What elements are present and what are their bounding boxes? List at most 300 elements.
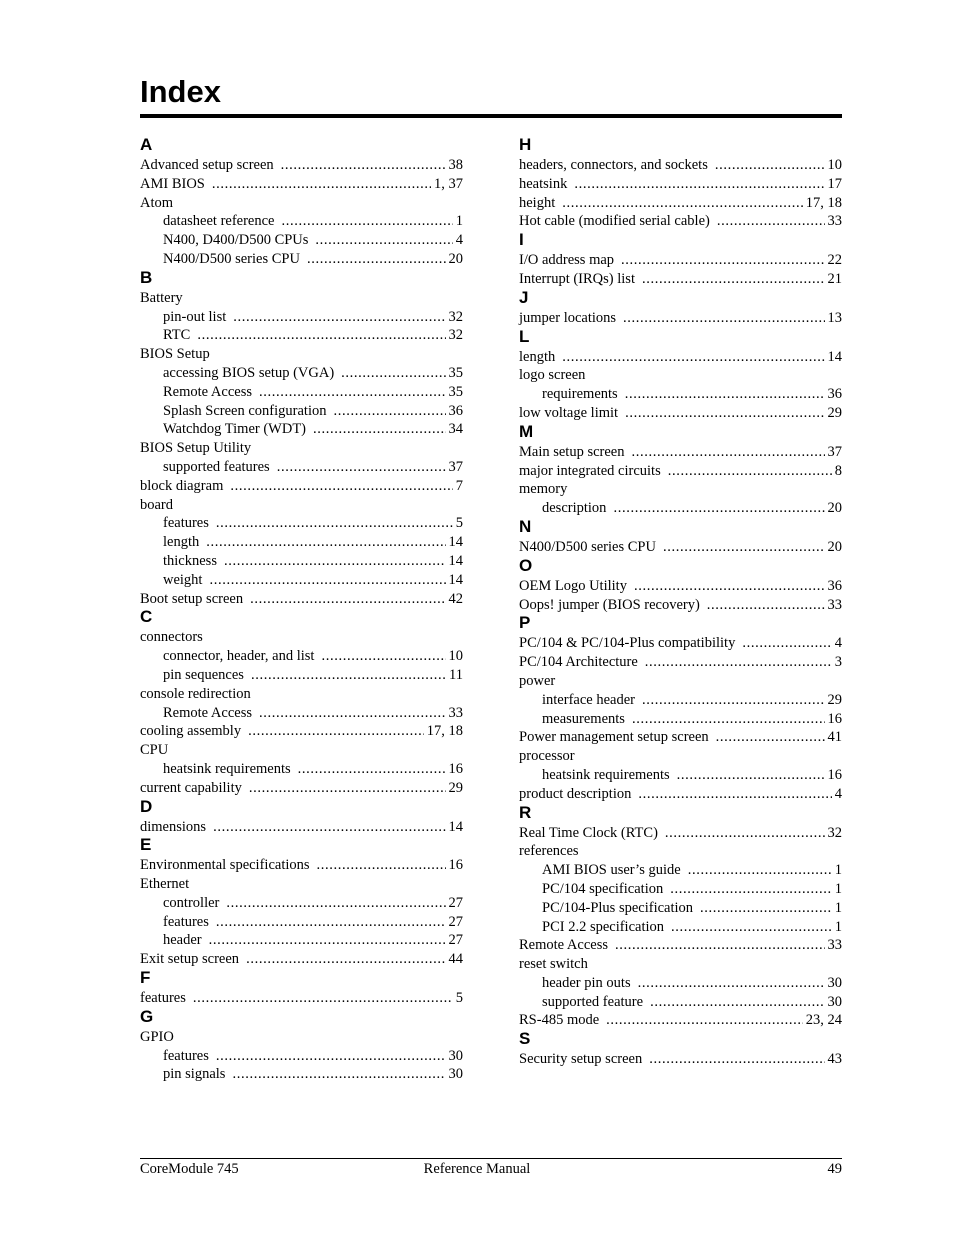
dot-leader bbox=[613, 499, 824, 518]
dot-leader bbox=[216, 913, 446, 932]
index-entry-label: header bbox=[163, 932, 202, 949]
index-page-number[interactable]: 14 bbox=[827, 348, 842, 365]
index-subentry bbox=[140, 402, 463, 421]
index-entry-label: measurements bbox=[542, 710, 625, 727]
index-entry bbox=[519, 480, 842, 499]
index-entry bbox=[519, 577, 842, 596]
index-page-number[interactable]: 20 bbox=[448, 250, 463, 267]
index-entry bbox=[140, 856, 463, 875]
index-entry-label: Boot setup screen bbox=[140, 590, 244, 607]
index-entry-label: Watchdog Timer (WDT) bbox=[163, 421, 307, 438]
index-entry-label: pin signals bbox=[163, 1066, 226, 1083]
index-entry bbox=[140, 345, 463, 364]
index-entry-label: Splash Screen configuration bbox=[163, 402, 327, 419]
index-letter-heading: S bbox=[519, 1029, 531, 1049]
index-entry bbox=[519, 1011, 842, 1030]
dot-leader bbox=[317, 856, 446, 875]
dot-leader bbox=[206, 533, 445, 552]
index-page-number[interactable]: 35 bbox=[448, 364, 463, 381]
dot-leader bbox=[638, 974, 825, 993]
index-entry bbox=[140, 590, 463, 609]
index-entry-label: RTC bbox=[163, 327, 191, 344]
index-entry bbox=[519, 672, 842, 691]
index-entry-label: heatsink requirements bbox=[163, 760, 291, 777]
dot-leader bbox=[642, 270, 825, 289]
index-entry bbox=[140, 875, 463, 894]
index-subentry bbox=[519, 499, 842, 518]
dot-leader bbox=[248, 722, 424, 741]
index-page-number[interactable]: 22 bbox=[827, 252, 842, 269]
index-entry-label: AMI BIOS user’s guide bbox=[542, 862, 681, 879]
index-page-number[interactable]: 1 bbox=[834, 899, 842, 916]
dot-leader bbox=[230, 477, 452, 496]
dot-leader bbox=[649, 1050, 824, 1069]
index-page-number[interactable]: 30 bbox=[827, 974, 842, 991]
index-letter-heading: H bbox=[519, 135, 532, 154]
index-entry-label: connector, header, and list bbox=[163, 648, 315, 665]
index-page-number[interactable]: 17 bbox=[827, 175, 842, 192]
index-page-number[interactable]: 36 bbox=[448, 402, 463, 419]
index-page-number[interactable]: 3 bbox=[834, 654, 842, 671]
index-page-number[interactable]: 20 bbox=[827, 500, 842, 517]
index-page-number[interactable]: 27 bbox=[448, 894, 463, 911]
dot-leader bbox=[615, 936, 825, 955]
index-page-number[interactable]: 42 bbox=[448, 590, 463, 607]
dot-leader bbox=[224, 552, 446, 571]
index-entry-label: OEM Logo Utility bbox=[519, 577, 627, 594]
index-entry bbox=[519, 824, 842, 843]
index-page-number[interactable]: 43 bbox=[827, 1051, 842, 1068]
index-entry bbox=[519, 366, 842, 385]
index-page-number[interactable]: 4 bbox=[834, 785, 842, 802]
index-subentry bbox=[519, 385, 842, 404]
dot-leader bbox=[216, 1047, 446, 1066]
index-entry-label: header pin outs bbox=[542, 974, 631, 991]
index-entry-label: board bbox=[140, 496, 174, 513]
index-page-number[interactable]: 30 bbox=[827, 993, 842, 1010]
index-entry bbox=[140, 628, 463, 647]
index-subentry bbox=[140, 760, 463, 779]
index-page-number[interactable]: 41 bbox=[827, 729, 842, 746]
index-entry-label: Security setup screen bbox=[519, 1051, 643, 1068]
dot-leader bbox=[251, 666, 446, 685]
index-subentry bbox=[140, 647, 463, 666]
index-page-number[interactable]: 33 bbox=[827, 937, 842, 954]
index-letter-heading: A bbox=[140, 135, 153, 154]
dot-leader bbox=[315, 231, 452, 250]
index-entry-label: BIOS Setup bbox=[140, 346, 210, 363]
index-entry-label: features bbox=[140, 990, 186, 1007]
index-page-number[interactable]: 29 bbox=[827, 691, 842, 708]
dot-leader bbox=[650, 993, 824, 1012]
dot-leader bbox=[213, 818, 445, 837]
dot-leader bbox=[249, 779, 446, 798]
dot-leader bbox=[634, 577, 825, 596]
dot-leader bbox=[716, 728, 825, 747]
dot-leader bbox=[334, 402, 446, 421]
index-subentry bbox=[140, 1047, 463, 1066]
index-entry-label: heatsink requirements bbox=[542, 766, 670, 783]
index-entry-label: connectors bbox=[140, 629, 203, 646]
index-page-number[interactable]: 14 bbox=[448, 571, 463, 588]
index-subentry bbox=[140, 326, 463, 345]
index-page-number[interactable]: 32 bbox=[827, 824, 842, 841]
index-entry-label: cooling assembly bbox=[140, 723, 242, 740]
index-page-number[interactable]: 21 bbox=[827, 270, 842, 287]
dot-leader bbox=[259, 704, 446, 723]
index-entry bbox=[140, 496, 463, 515]
dot-leader bbox=[216, 514, 453, 533]
index-entry-label: major integrated circuits bbox=[519, 462, 661, 479]
dot-leader bbox=[742, 634, 831, 653]
index-entry-label: requirements bbox=[542, 386, 618, 403]
dot-leader bbox=[281, 156, 446, 175]
index-entry-label: low voltage limit bbox=[519, 404, 619, 421]
index-letter-heading: E bbox=[140, 835, 152, 855]
index-letter-heading: M bbox=[519, 421, 534, 441]
index-entry-label: Battery bbox=[140, 289, 183, 306]
index-entry-label: Hot cable (modified serial cable) bbox=[519, 213, 710, 230]
index-page-number[interactable]: 20 bbox=[827, 538, 842, 555]
dot-leader bbox=[717, 212, 825, 231]
dot-leader bbox=[298, 760, 446, 779]
index-entry-label: Power management setup screen bbox=[519, 729, 709, 746]
index-subentry bbox=[519, 918, 842, 937]
index-entry-label: CPU bbox=[140, 742, 169, 759]
index-entry-label: features bbox=[163, 913, 209, 930]
dot-leader bbox=[321, 647, 445, 666]
index-page-number[interactable]: 1 bbox=[834, 880, 842, 897]
index-page-number[interactable]: 33 bbox=[448, 704, 463, 721]
footer-product: CoreModule 745 bbox=[140, 1161, 239, 1177]
index-page-number[interactable]: 4 bbox=[834, 635, 842, 652]
index-entry-label: Oops! jumper (BIOS recovery) bbox=[519, 596, 700, 613]
dot-leader bbox=[232, 1065, 445, 1084]
index-page-number[interactable]: 36 bbox=[827, 386, 842, 403]
dot-leader bbox=[246, 950, 445, 969]
index-page-number[interactable]: 36 bbox=[827, 577, 842, 594]
index-entry bbox=[519, 194, 842, 213]
index-entry-label: product description bbox=[519, 785, 632, 802]
index-page-number[interactable]: 34 bbox=[448, 421, 463, 438]
dot-leader bbox=[625, 404, 824, 423]
index-entry-label: Environmental specifications bbox=[140, 857, 310, 874]
index-page-number[interactable]: 4 bbox=[455, 232, 463, 249]
index-entry-label: Atom bbox=[140, 194, 174, 211]
index-subentry bbox=[140, 514, 463, 533]
index-subentry bbox=[140, 533, 463, 552]
dot-leader bbox=[259, 383, 446, 402]
index-entry bbox=[140, 477, 463, 496]
index-subentry bbox=[140, 552, 463, 571]
index-page-number[interactable]: 10 bbox=[448, 648, 463, 665]
index-entry-label: console redirection bbox=[140, 685, 251, 702]
index-entry-label: length bbox=[163, 534, 200, 551]
index-entry bbox=[519, 596, 842, 615]
index-entry bbox=[140, 685, 463, 704]
index-entry-label: Ethernet bbox=[140, 876, 190, 893]
index-subentry bbox=[519, 710, 842, 729]
index-entry-label: PC/104-Plus specification bbox=[542, 899, 694, 916]
index-entry bbox=[140, 818, 463, 837]
dot-leader bbox=[700, 899, 832, 918]
index-page-number[interactable]: 14 bbox=[448, 534, 463, 551]
dot-leader bbox=[668, 462, 832, 481]
dot-leader bbox=[670, 880, 832, 899]
index-subentry bbox=[140, 420, 463, 439]
index-subentry bbox=[140, 571, 463, 590]
page-title: Index bbox=[140, 74, 221, 109]
dot-leader bbox=[715, 156, 825, 175]
index-page-number[interactable]: 13 bbox=[827, 309, 842, 326]
index-entry bbox=[519, 443, 842, 462]
index-entry-label: processor bbox=[519, 748, 575, 765]
index-entry bbox=[519, 653, 842, 672]
index-page-number[interactable]: 27 bbox=[448, 913, 463, 930]
index-entry bbox=[140, 156, 463, 175]
index-entry bbox=[140, 439, 463, 458]
index-letter-heading: P bbox=[519, 613, 531, 633]
index-entry bbox=[519, 747, 842, 766]
index-entry bbox=[519, 785, 842, 804]
index-subentry bbox=[140, 894, 463, 913]
dot-leader bbox=[193, 989, 453, 1008]
dot-leader bbox=[212, 175, 431, 194]
index-letter-heading: F bbox=[140, 968, 151, 988]
index-page-number[interactable]: 1, 37 bbox=[434, 175, 463, 192]
index-page-number[interactable]: 17, 18 bbox=[426, 723, 463, 740]
dot-leader bbox=[632, 710, 825, 729]
dot-leader bbox=[281, 212, 452, 231]
index-entry-label: block diagram bbox=[140, 477, 224, 494]
index-entry-label: Advanced setup screen bbox=[140, 157, 274, 173]
dot-leader bbox=[197, 326, 445, 345]
index-entry bbox=[519, 538, 842, 557]
index-page-number[interactable]: 1 bbox=[455, 213, 463, 230]
dot-leader bbox=[233, 308, 445, 327]
index-entry-label: length bbox=[519, 348, 556, 365]
index-letter-heading: R bbox=[519, 802, 532, 822]
index-entry bbox=[519, 175, 842, 194]
index-entry bbox=[519, 842, 842, 861]
index-page-number[interactable]: 33 bbox=[827, 213, 842, 230]
index-entry-label: pin-out list bbox=[163, 308, 227, 325]
index-letter-heading: C bbox=[140, 607, 153, 627]
index-entry-label: AMI BIOS bbox=[140, 175, 205, 192]
footer-manual: Reference Manual bbox=[423, 1161, 531, 1177]
index-entry-label: Remote Access bbox=[163, 704, 252, 721]
index-page-number[interactable]: 32 bbox=[448, 327, 463, 344]
index-subentry bbox=[140, 913, 463, 932]
dot-leader bbox=[638, 785, 831, 804]
index-entry-label: GPIO bbox=[140, 1028, 174, 1045]
index-page-number[interactable]: 1 bbox=[834, 918, 842, 935]
index-entry bbox=[519, 936, 842, 955]
index-entry-label: memory bbox=[519, 481, 568, 498]
index-page-number[interactable]: 5 bbox=[455, 990, 463, 1007]
index-subentry bbox=[519, 691, 842, 710]
index-entry-label: Real Time Clock (RTC) bbox=[519, 824, 658, 841]
dot-leader bbox=[341, 364, 445, 383]
dot-leader bbox=[209, 931, 446, 950]
dot-leader bbox=[625, 385, 825, 404]
index-page-number[interactable]: 16 bbox=[448, 857, 463, 874]
index-page-number[interactable]: 7 bbox=[455, 477, 463, 494]
dot-leader bbox=[707, 596, 825, 615]
index-entry bbox=[519, 634, 842, 653]
index-entry-label: logo screen bbox=[519, 367, 586, 384]
dot-leader bbox=[671, 918, 832, 937]
index-subentry bbox=[140, 704, 463, 723]
index-entry bbox=[140, 779, 463, 798]
index-page-number[interactable]: 38 bbox=[448, 157, 463, 173]
index-entry-label: N400, D400/D500 CPUs bbox=[163, 232, 309, 249]
index-letter-heading: I bbox=[519, 230, 524, 250]
index-entry-label: features bbox=[163, 1047, 209, 1064]
index-entry-label: supported features bbox=[163, 458, 270, 475]
dot-leader bbox=[307, 250, 446, 269]
index-entry-label: PC/104 specification bbox=[542, 880, 664, 897]
index-subentry bbox=[140, 231, 463, 250]
index-entry-label: Remote Access bbox=[519, 937, 608, 954]
index-entry-label: features bbox=[163, 515, 209, 532]
index-page-number[interactable]: 32 bbox=[448, 308, 463, 325]
index-entry-label: PC/104 Architecture bbox=[519, 654, 638, 671]
index-page-number[interactable]: 8 bbox=[834, 462, 842, 479]
index-letter-heading: N bbox=[519, 516, 532, 536]
index-entry-label: N400/D500 series CPU bbox=[519, 538, 656, 555]
index-entry bbox=[140, 1028, 463, 1047]
index-page-number[interactable]: 29 bbox=[827, 404, 842, 421]
index-page-number[interactable]: 5 bbox=[455, 515, 463, 532]
index-entry bbox=[519, 251, 842, 270]
index-entry-label: Exit setup screen bbox=[140, 951, 240, 968]
index-entry-label: I/O address map bbox=[519, 252, 615, 269]
index-page-number[interactable]: 44 bbox=[448, 951, 463, 968]
index-subentry bbox=[140, 666, 463, 685]
index-page-number[interactable]: 23, 24 bbox=[805, 1012, 842, 1029]
dot-leader bbox=[209, 571, 445, 590]
index-page-number[interactable]: 33 bbox=[827, 596, 842, 613]
index-entry-label: Remote Access bbox=[163, 383, 252, 400]
index-entry-label: PC/104 & PC/104-Plus compatibility bbox=[519, 635, 736, 652]
index-subentry bbox=[519, 993, 842, 1012]
dot-leader bbox=[623, 309, 824, 328]
index-entry-label: pin sequences bbox=[163, 666, 244, 683]
index-subentry bbox=[519, 974, 842, 993]
index-letter-heading: B bbox=[140, 267, 153, 287]
index-subentry bbox=[140, 383, 463, 402]
index-page-number[interactable]: 11 bbox=[449, 666, 463, 683]
index-letter-heading: G bbox=[140, 1006, 154, 1026]
dot-leader bbox=[574, 175, 824, 194]
index-column-right bbox=[519, 136, 842, 1069]
title-rule bbox=[140, 114, 842, 118]
dot-leader bbox=[313, 420, 445, 439]
index-entry-label: power bbox=[519, 672, 556, 689]
index-entry bbox=[140, 950, 463, 969]
dot-leader bbox=[688, 861, 832, 880]
index-page-number[interactable]: 17, 18 bbox=[805, 194, 842, 211]
index-letter-heading: L bbox=[519, 326, 530, 346]
index-subentry bbox=[140, 364, 463, 383]
index-entry bbox=[519, 404, 842, 423]
index-page-number[interactable]: 30 bbox=[448, 1047, 463, 1064]
index-letter-heading: O bbox=[519, 555, 533, 575]
dot-leader bbox=[642, 691, 825, 710]
index-entry bbox=[140, 722, 463, 741]
index-entry-label: PCI 2.2 specification bbox=[542, 918, 665, 935]
dot-leader bbox=[277, 458, 446, 477]
index-page-number[interactable]: 16 bbox=[827, 710, 842, 727]
index-entry bbox=[140, 175, 463, 194]
dot-leader bbox=[606, 1011, 803, 1030]
index-entry-label: interface header bbox=[542, 691, 635, 708]
index-entry-label: heatsink bbox=[519, 175, 568, 192]
index-page-number[interactable]: 27 bbox=[448, 932, 463, 949]
index-entry bbox=[519, 212, 842, 231]
index-letter-heading: J bbox=[519, 287, 529, 307]
index-page-number[interactable]: 16 bbox=[827, 766, 842, 783]
index-page-number[interactable]: 10 bbox=[827, 157, 842, 173]
index-entry-label: Main setup screen bbox=[519, 443, 625, 460]
index-entry bbox=[519, 1050, 842, 1069]
index-entry-label: references bbox=[519, 843, 579, 860]
dot-leader bbox=[645, 653, 832, 672]
index-page-number[interactable]: 14 bbox=[448, 552, 463, 569]
dot-leader bbox=[226, 894, 445, 913]
index-page-number[interactable]: 35 bbox=[448, 383, 463, 400]
index-entry-label: accessing BIOS setup (VGA) bbox=[163, 364, 335, 381]
index-page-number[interactable]: 14 bbox=[448, 818, 463, 835]
index-entry-label: datasheet reference bbox=[163, 213, 275, 230]
index-page-number[interactable]: 16 bbox=[448, 760, 463, 777]
index-subentry bbox=[519, 899, 842, 918]
index-subentry bbox=[519, 766, 842, 785]
index-entry-label: weight bbox=[163, 571, 203, 588]
dot-leader bbox=[621, 251, 824, 270]
index-entry-label: description bbox=[542, 500, 607, 517]
index-page-number[interactable]: 30 bbox=[448, 1066, 463, 1083]
index-entry-label: dimensions bbox=[140, 818, 207, 835]
index-entry-label: controller bbox=[163, 894, 220, 911]
page-number: 49 bbox=[827, 1161, 842, 1177]
index-subentry bbox=[140, 458, 463, 477]
index-entry-label: reset switch bbox=[519, 956, 588, 973]
index-entry bbox=[519, 348, 842, 367]
index-entry-label: headers, connectors, and sockets bbox=[519, 157, 708, 173]
index-entry bbox=[519, 270, 842, 289]
index-page-number[interactable]: 29 bbox=[448, 779, 463, 796]
index-page-number[interactable]: 37 bbox=[448, 458, 463, 475]
index-page-number[interactable]: 37 bbox=[827, 443, 842, 460]
index-entry bbox=[519, 728, 842, 747]
index-subentry bbox=[140, 931, 463, 950]
index-entry-label: supported feature bbox=[542, 993, 644, 1010]
dot-leader bbox=[665, 824, 825, 843]
index-entry-label: current capability bbox=[140, 779, 242, 796]
index-entry bbox=[140, 194, 463, 213]
index-column-left bbox=[140, 136, 463, 1084]
index-entry bbox=[140, 289, 463, 308]
index-subentry bbox=[140, 308, 463, 327]
index-entry-label: thickness bbox=[163, 552, 217, 569]
dot-leader bbox=[562, 348, 824, 367]
index-entry bbox=[140, 741, 463, 760]
index-entry bbox=[519, 156, 842, 175]
index-entry-label: RS-485 mode bbox=[519, 1012, 600, 1029]
index-page-number[interactable]: 1 bbox=[834, 862, 842, 879]
